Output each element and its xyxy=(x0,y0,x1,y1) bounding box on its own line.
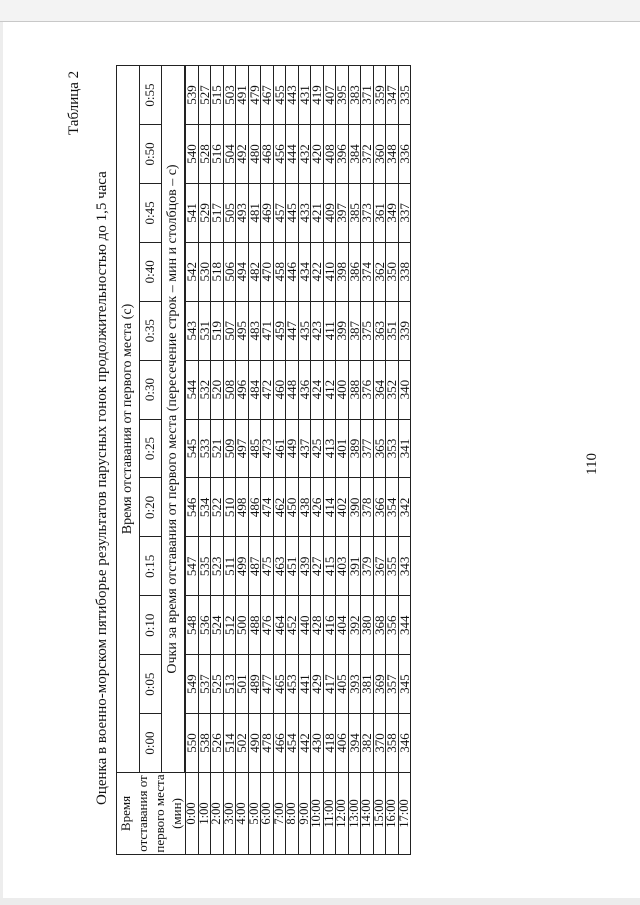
points-cell: 356 xyxy=(386,596,399,655)
points-cell: 497 xyxy=(236,419,249,478)
points-cell: 421 xyxy=(311,183,324,242)
points-cell: 484 xyxy=(248,360,261,419)
points-cell: 501 xyxy=(236,655,249,714)
points-cell: 476 xyxy=(261,596,274,655)
points-cell: 357 xyxy=(386,655,399,714)
points-cell: 520 xyxy=(211,360,224,419)
points-cell: 407 xyxy=(323,66,336,125)
points-cell: 508 xyxy=(223,360,236,419)
points-cell: 473 xyxy=(261,419,274,478)
points-cell: 459 xyxy=(273,301,286,360)
points-cell: 434 xyxy=(298,242,311,301)
points-cell: 538 xyxy=(198,714,211,773)
points-cell: 447 xyxy=(286,301,299,360)
points-cell: 348 xyxy=(386,125,399,184)
points-cell: 435 xyxy=(298,301,311,360)
points-cell: 363 xyxy=(373,301,386,360)
points-cell: 405 xyxy=(336,655,349,714)
points-cell: 504 xyxy=(223,125,236,184)
minutes-row-label: 17:00 xyxy=(398,773,411,855)
points-cell: 545 xyxy=(186,419,199,478)
seconds-column-header: 0:00 xyxy=(139,714,162,773)
points-cell: 486 xyxy=(248,478,261,537)
points-cell: 514 xyxy=(223,714,236,773)
scoring-table xyxy=(116,65,411,855)
points-cell: 428 xyxy=(311,596,324,655)
points-cell: 493 xyxy=(236,183,249,242)
points-cell: 374 xyxy=(361,242,374,301)
points-cell: 471 xyxy=(261,301,274,360)
seconds-column-header: 0:50 xyxy=(139,125,162,184)
points-cell: 380 xyxy=(361,596,374,655)
points-cell: 373 xyxy=(361,183,374,242)
points-cell: 379 xyxy=(361,537,374,596)
points-cell: 510 xyxy=(223,478,236,537)
points-cell: 542 xyxy=(186,242,199,301)
points-cell: 436 xyxy=(298,360,311,419)
points-cell: 406 xyxy=(336,714,349,773)
points-cell: 462 xyxy=(273,478,286,537)
points-cell: 337 xyxy=(398,183,411,242)
points-cell: 525 xyxy=(211,655,224,714)
points-cell: 547 xyxy=(186,537,199,596)
points-cell: 536 xyxy=(198,596,211,655)
points-cell: 481 xyxy=(248,183,261,242)
points-cell: 455 xyxy=(273,66,286,125)
points-cell: 466 xyxy=(273,714,286,773)
points-cell: 534 xyxy=(198,478,211,537)
seconds-header: Время отставания от первого места (с) xyxy=(117,66,140,773)
points-cell: 361 xyxy=(373,183,386,242)
minutes-row-label: 8:00 xyxy=(286,773,299,855)
points-subheader: Очки за время отставания от первого места (пересечение строк – мин и столбцов – с) xyxy=(162,66,185,773)
points-cell: 425 xyxy=(311,419,324,478)
seconds-column-header: 0:10 xyxy=(139,596,162,655)
minutes-row-label: 1:00 xyxy=(198,773,211,855)
points-cell: 340 xyxy=(398,360,411,419)
points-cell: 513 xyxy=(223,655,236,714)
points-cell: 342 xyxy=(398,478,411,537)
points-cell: 345 xyxy=(398,655,411,714)
points-cell: 408 xyxy=(323,125,336,184)
points-cell: 550 xyxy=(186,714,199,773)
points-cell: 517 xyxy=(211,183,224,242)
points-cell: 411 xyxy=(323,301,336,360)
points-cell: 512 xyxy=(223,596,236,655)
points-cell: 437 xyxy=(298,419,311,478)
seconds-column-header: 0:35 xyxy=(139,301,162,360)
minutes-row-label: 0:00 xyxy=(186,773,199,855)
points-cell: 458 xyxy=(273,242,286,301)
points-cell: 445 xyxy=(286,183,299,242)
points-cell: 351 xyxy=(386,301,399,360)
points-cell: 433 xyxy=(298,183,311,242)
points-cell: 430 xyxy=(311,714,324,773)
points-cell: 535 xyxy=(198,537,211,596)
points-cell: 397 xyxy=(336,183,349,242)
points-cell: 440 xyxy=(298,596,311,655)
points-cell: 509 xyxy=(223,419,236,478)
points-cell: 475 xyxy=(261,537,274,596)
points-cell: 516 xyxy=(211,125,224,184)
points-cell: 546 xyxy=(186,478,199,537)
points-cell: 441 xyxy=(298,655,311,714)
table-label: Таблица 2 xyxy=(66,70,82,135)
points-cell: 427 xyxy=(311,537,324,596)
points-cell: 524 xyxy=(211,596,224,655)
points-cell: 528 xyxy=(198,125,211,184)
points-cell: 391 xyxy=(348,537,361,596)
points-cell: 395 xyxy=(336,66,349,125)
points-cell: 548 xyxy=(186,596,199,655)
points-cell: 446 xyxy=(286,242,299,301)
points-cell: 472 xyxy=(261,360,274,419)
points-cell: 386 xyxy=(348,242,361,301)
points-cell: 368 xyxy=(373,596,386,655)
points-cell: 464 xyxy=(273,596,286,655)
points-cell: 537 xyxy=(198,655,211,714)
points-cell: 451 xyxy=(286,537,299,596)
points-cell: 522 xyxy=(211,478,224,537)
points-cell: 463 xyxy=(273,537,286,596)
points-cell: 389 xyxy=(348,419,361,478)
points-cell: 539 xyxy=(186,66,199,125)
points-cell: 347 xyxy=(386,66,399,125)
points-cell: 367 xyxy=(373,537,386,596)
points-cell: 403 xyxy=(336,537,349,596)
points-cell: 398 xyxy=(336,242,349,301)
points-cell: 426 xyxy=(311,478,324,537)
points-cell: 419 xyxy=(311,66,324,125)
points-cell: 456 xyxy=(273,125,286,184)
minutes-row-label: 16:00 xyxy=(386,773,399,855)
points-cell: 346 xyxy=(398,714,411,773)
points-cell: 518 xyxy=(211,242,224,301)
points-cell: 338 xyxy=(398,242,411,301)
points-cell: 384 xyxy=(348,125,361,184)
points-cell: 533 xyxy=(198,419,211,478)
points-cell: 364 xyxy=(373,360,386,419)
points-cell: 412 xyxy=(323,360,336,419)
points-cell: 506 xyxy=(223,242,236,301)
points-cell: 344 xyxy=(398,596,411,655)
points-cell: 496 xyxy=(236,360,249,419)
points-cell: 349 xyxy=(386,183,399,242)
points-cell: 450 xyxy=(286,478,299,537)
seconds-column-header: 0:45 xyxy=(139,183,162,242)
points-cell: 402 xyxy=(336,478,349,537)
points-cell: 474 xyxy=(261,478,274,537)
points-cell: 336 xyxy=(398,125,411,184)
points-cell: 479 xyxy=(248,66,261,125)
points-cell: 439 xyxy=(298,537,311,596)
points-cell: 470 xyxy=(261,242,274,301)
minutes-row-label: 14:00 xyxy=(361,773,374,855)
points-cell: 453 xyxy=(286,655,299,714)
points-cell: 491 xyxy=(236,66,249,125)
points-cell: 387 xyxy=(348,301,361,360)
points-cell: 359 xyxy=(373,66,386,125)
points-cell: 511 xyxy=(223,537,236,596)
points-cell: 465 xyxy=(273,655,286,714)
points-cell: 429 xyxy=(311,655,324,714)
points-cell: 519 xyxy=(211,301,224,360)
points-cell: 390 xyxy=(348,478,361,537)
points-cell: 452 xyxy=(286,596,299,655)
points-cell: 499 xyxy=(236,537,249,596)
points-cell: 503 xyxy=(223,66,236,125)
points-cell: 381 xyxy=(361,655,374,714)
points-cell: 383 xyxy=(348,66,361,125)
points-cell: 354 xyxy=(386,478,399,537)
minutes-row-label: 7:00 xyxy=(273,773,286,855)
points-cell: 485 xyxy=(248,419,261,478)
points-cell: 335 xyxy=(398,66,411,125)
points-cell: 543 xyxy=(186,301,199,360)
points-cell: 343 xyxy=(398,537,411,596)
points-cell: 431 xyxy=(298,66,311,125)
points-cell: 521 xyxy=(211,419,224,478)
points-cell: 394 xyxy=(348,714,361,773)
minutes-header-line: Время xyxy=(118,795,133,832)
points-cell: 404 xyxy=(336,596,349,655)
minutes-header-line: отставания от xyxy=(135,775,150,852)
points-cell: 438 xyxy=(298,478,311,537)
points-cell: 416 xyxy=(323,596,336,655)
points-cell: 378 xyxy=(361,478,374,537)
points-cell: 482 xyxy=(248,242,261,301)
seconds-column-header: 0:25 xyxy=(139,419,162,478)
points-cell: 443 xyxy=(286,66,299,125)
minutes-header-line: первого места xyxy=(152,774,167,853)
points-cell: 526 xyxy=(211,714,224,773)
points-cell: 505 xyxy=(223,183,236,242)
points-cell: 480 xyxy=(248,125,261,184)
minutes-header-line: (мин) xyxy=(169,798,184,829)
points-cell: 341 xyxy=(398,419,411,478)
points-cell: 400 xyxy=(336,360,349,419)
points-cell: 420 xyxy=(311,125,324,184)
points-cell: 355 xyxy=(386,537,399,596)
points-cell: 460 xyxy=(273,360,286,419)
minutes-row-label: 11:00 xyxy=(323,773,336,855)
points-cell: 461 xyxy=(273,419,286,478)
points-cell: 339 xyxy=(398,301,411,360)
points-cell: 385 xyxy=(348,183,361,242)
table-body xyxy=(186,66,411,855)
minutes-header xyxy=(117,773,186,855)
points-cell: 382 xyxy=(361,714,374,773)
points-cell: 487 xyxy=(248,537,261,596)
points-cell: 483 xyxy=(248,301,261,360)
seconds-column-header: 0:30 xyxy=(139,360,162,419)
minutes-row-label: 2:00 xyxy=(211,773,224,855)
points-cell: 424 xyxy=(311,360,324,419)
seconds-column-header-row xyxy=(139,66,162,855)
points-cell: 541 xyxy=(186,183,199,242)
seconds-column-header: 0:55 xyxy=(139,66,162,125)
points-cell: 442 xyxy=(298,714,311,773)
points-cell: 488 xyxy=(248,596,261,655)
points-cell: 490 xyxy=(248,714,261,773)
points-cell: 530 xyxy=(198,242,211,301)
minutes-row-label: 5:00 xyxy=(248,773,261,855)
points-cell: 417 xyxy=(323,655,336,714)
points-cell: 418 xyxy=(323,714,336,773)
points-cell: 489 xyxy=(248,655,261,714)
points-cell: 369 xyxy=(373,655,386,714)
points-cell: 544 xyxy=(186,360,199,419)
points-cell: 393 xyxy=(348,655,361,714)
points-cell: 449 xyxy=(286,419,299,478)
points-cell: 531 xyxy=(198,301,211,360)
minutes-row-label: 3:00 xyxy=(223,773,236,855)
points-cell: 454 xyxy=(286,714,299,773)
points-cell: 353 xyxy=(386,419,399,478)
points-cell: 375 xyxy=(361,301,374,360)
minutes-row-label: 6:00 xyxy=(261,773,274,855)
points-cell: 376 xyxy=(361,360,374,419)
points-cell: 401 xyxy=(336,419,349,478)
points-cell: 468 xyxy=(261,125,274,184)
points-cell: 500 xyxy=(236,596,249,655)
points-cell: 469 xyxy=(261,183,274,242)
points-cell: 360 xyxy=(373,125,386,184)
points-cell: 392 xyxy=(348,596,361,655)
points-cell: 540 xyxy=(186,125,199,184)
points-cell: 495 xyxy=(236,301,249,360)
points-cell: 366 xyxy=(373,478,386,537)
page-number: 110 xyxy=(584,453,600,475)
seconds-column-header: 0:15 xyxy=(139,537,162,596)
seconds-column-header: 0:05 xyxy=(139,655,162,714)
points-cell: 507 xyxy=(223,301,236,360)
points-cell: 350 xyxy=(386,242,399,301)
points-cell: 352 xyxy=(386,360,399,419)
table-caption: Оценка в военно-морском пятиборье результатов парусных гонок продолжительностью до 1,5 часа xyxy=(94,171,110,805)
points-cell: 365 xyxy=(373,419,386,478)
points-cell: 457 xyxy=(273,183,286,242)
points-cell: 467 xyxy=(261,66,274,125)
points-cell: 444 xyxy=(286,125,299,184)
points-cell: 396 xyxy=(336,125,349,184)
points-cell: 523 xyxy=(211,537,224,596)
points-cell: 529 xyxy=(198,183,211,242)
points-cell: 358 xyxy=(386,714,399,773)
points-cell: 413 xyxy=(323,419,336,478)
points-cell: 515 xyxy=(211,66,224,125)
points-cell: 409 xyxy=(323,183,336,242)
points-cell: 502 xyxy=(236,714,249,773)
points-cell: 370 xyxy=(373,714,386,773)
minutes-row-label: 10:00 xyxy=(311,773,324,855)
points-cell: 477 xyxy=(261,655,274,714)
points-cell: 423 xyxy=(311,301,324,360)
points-cell: 422 xyxy=(311,242,324,301)
points-cell: 388 xyxy=(348,360,361,419)
points-cell: 494 xyxy=(236,242,249,301)
seconds-column-header: 0:40 xyxy=(139,242,162,301)
minutes-row-label: 4:00 xyxy=(236,773,249,855)
points-cell: 432 xyxy=(298,125,311,184)
points-cell: 399 xyxy=(336,301,349,360)
points-cell: 372 xyxy=(361,125,374,184)
points-cell: 414 xyxy=(323,478,336,537)
points-cell: 448 xyxy=(286,360,299,419)
points-cell: 527 xyxy=(198,66,211,125)
points-cell: 371 xyxy=(361,66,374,125)
points-cell: 415 xyxy=(323,537,336,596)
minutes-row-label: 15:00 xyxy=(373,773,386,855)
seconds-column-header: 0:20 xyxy=(139,478,162,537)
points-cell: 377 xyxy=(361,419,374,478)
points-cell: 410 xyxy=(323,242,336,301)
minutes-row-label: 12:00 xyxy=(336,773,349,855)
minutes-row-label: 9:00 xyxy=(298,773,311,855)
points-cell: 549 xyxy=(186,655,199,714)
table-row xyxy=(398,66,411,855)
points-cell: 478 xyxy=(261,714,274,773)
points-cell: 498 xyxy=(236,478,249,537)
minutes-row-label: 13:00 xyxy=(348,773,361,855)
points-cell: 492 xyxy=(236,125,249,184)
points-cell: 532 xyxy=(198,360,211,419)
points-cell: 362 xyxy=(373,242,386,301)
